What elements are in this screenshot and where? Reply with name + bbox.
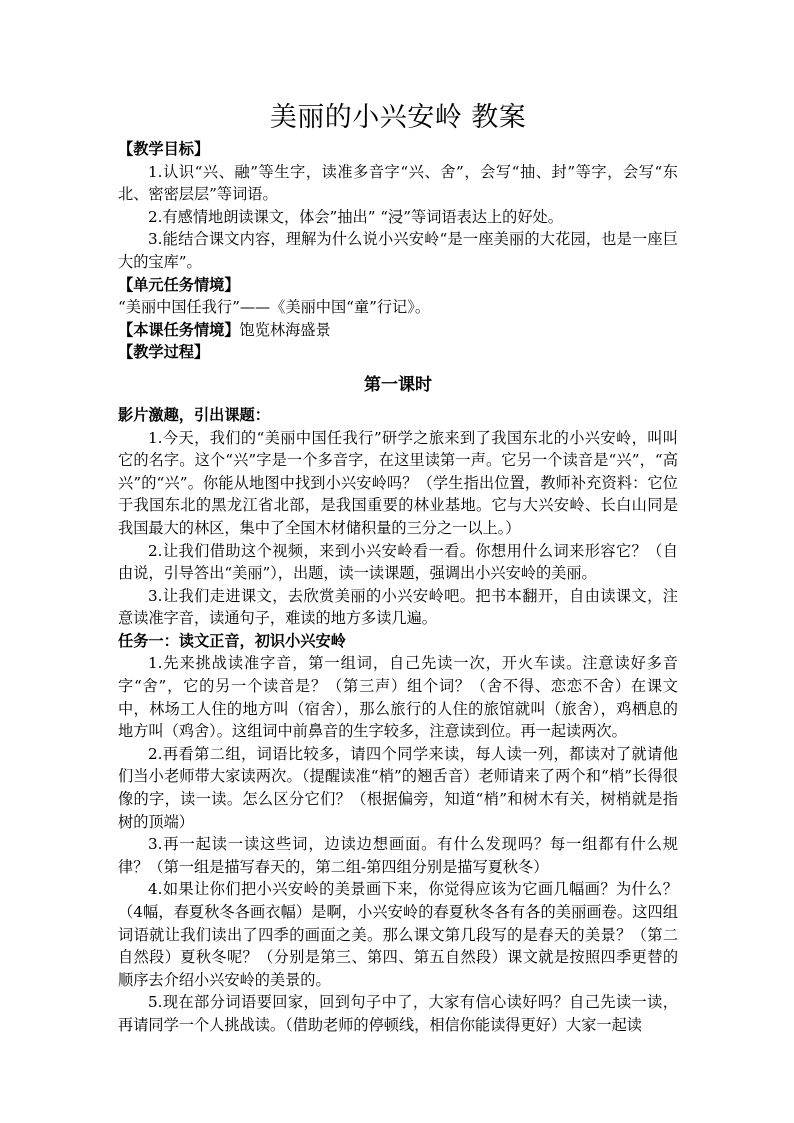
unit-text: “美丽中国任我行”——《美丽中国“童”行记》。: [118, 298, 431, 317]
task-one-paragraph-1: 1.先来挑战读准字音，第一组词，自己先读一次，开火车读。注意读好多音字“舍”，它的另一个读音是？（第三声）组个词？（舍不得、恋恋不舍）在课文中，林场工人住的地方叫（宿舍），那么旅行的人住的旅馆就叫（旅舍），鸡栖息的地方叫（鸡舍）。这组词中前鼻音的生字较多，注意读到位。再一起读两次。: [118, 654, 678, 741]
lesson-one-title: 第一课时: [364, 374, 432, 395]
document-title: 美丽的小兴安岭 教案: [269, 102, 527, 133]
task-one-paragraph-3: 3.再一起读一读这些词，边读边想画面。有什么发现吗？每一组都有什么规律？（第一组是描写春天的，第二组-第四组分别是描写夏秋冬）: [118, 835, 678, 876]
document-page: [118, 98, 678, 1037]
goal-item-1: 1.认识“兴、融”等生字，读准多音字“兴、舍”，会写“抽、封”等字，会写“东北、密密层层”等词语。: [118, 162, 678, 204]
unit-heading: 【单元任务情境】: [118, 275, 240, 294]
process-heading: 【教学过程】: [118, 343, 210, 362]
lesson-context: [118, 319, 678, 342]
goal-item-2: 2.有感情地朗读课文，体会”抽出” “浸”等词语表达上的好处。: [148, 207, 563, 226]
task-one-paragraph-4: 4.如果让你们把小兴安岭的美景画下来，你觉得应该为它画几幅画？为什么？（4幅，春夏秋冬各画衣幅）是啊，小兴安岭的春夏秋冬各有各的美丽画卷。这四组词语就让我们读出了四季的画面之美。那么课文第几段写的是春天的美景？（第二自然段）夏秋冬呢？（分别是第三、第四、第五自然段）课文就是按照四季更替的顺序去介绍小兴安岭的美景的。: [118, 880, 678, 989]
task-one-paragraph-5: 5.现在部分词语要回家，回到句子中了，大家有信心读好吗？自己先读一读，再请同学一个人挑战读。（借助老师的停顿线，相信你能读得更好）大家一起读: [118, 993, 678, 1034]
intro-paragraph-2: 2.让我们借助这个视频，来到小兴安岭看一看。你想用什么词来形容它？（自由说，引导答出“美丽”），出题，读一读课题，强调出小兴安岭的美丽。: [118, 541, 678, 583]
intro-paragraph-1: 1.今天，我们的“美丽中国任我行”研学之旅来到了我国东北的小兴安岭，叫叫它的名字。这个“兴”字是一个多音字，在这里读第一声。它另一个读音是“兴”，“高兴”的“兴”。你能从地图中找到小兴安岭吗？（学生指出位置，教师补充资料：它位于我国东北的黑龙江省北部，是我国重要的林业基地。它与大兴安岭、长白山同是我国最大的林区，集中了全国木材储积量的三分之一以上。）: [118, 428, 678, 537]
intro-heading: 影片激趣，引出课题：: [118, 405, 270, 424]
lesson-text: 饱览林海盛景: [239, 320, 331, 339]
goal-item-3: 3.能结合课文内容，理解为什么说小兴安岭“是一座美丽的大花园，也是一座巨大的宝库”。: [118, 230, 678, 271]
intro-paragraph-3: 3.让我们走进课文，去欣赏美丽的小兴安岭吧。把书本翻开，自由读课文，注意读准字音，读通句子，难读的地方多读几遍。: [118, 586, 678, 628]
lesson-heading: 【本课任务情境】: [118, 320, 240, 339]
task-one-paragraph-2: 2.再看第二组，词语比较多，请四个同学来读，每人读一列，都读对了就请他们当小老师带大家读两次。（提醒读准“梢”的翘舌音）老师请来了两个和“梢”长得很像的字，读一读。怎么区分它们？（根据偏旁，知道“梢”和树木有关，树梢就是指树的顶端）: [118, 744, 678, 831]
task-one-heading: 任务一：读文正音，初识小兴安岭: [118, 631, 346, 650]
goals-heading: 【教学目标】: [118, 140, 210, 158]
